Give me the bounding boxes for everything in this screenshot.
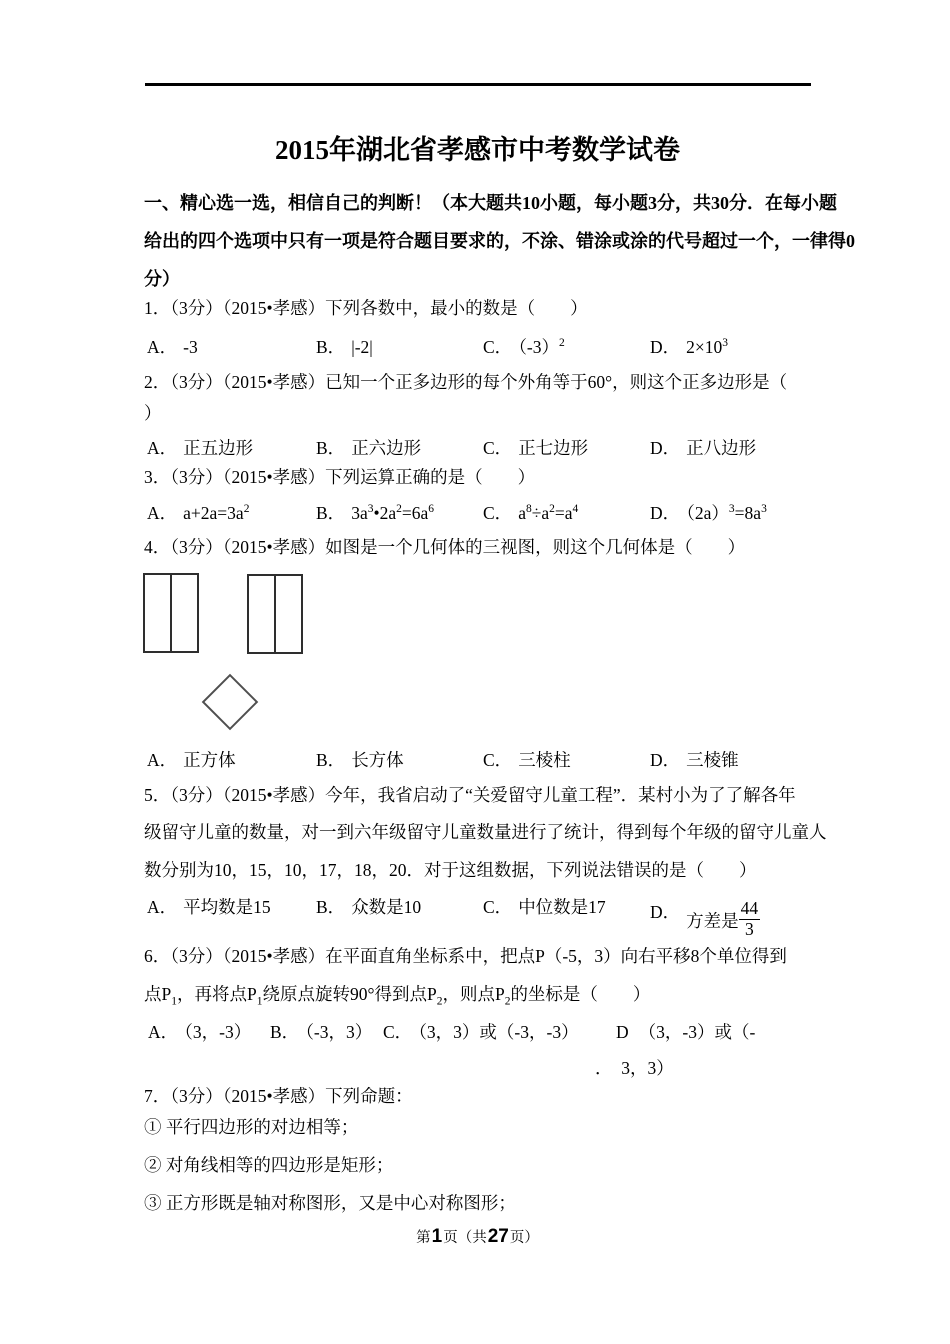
question-3-option-c <box>483 500 578 525</box>
question-3-options <box>145 500 905 530</box>
question-2-option-d <box>650 435 756 460</box>
header-rule <box>145 83 811 86</box>
question-2-option-a <box>147 435 253 460</box>
option-text: $a+2a=3a^2$ <box>183 503 250 523</box>
option-label: C． <box>383 1022 413 1042</box>
question-6-stem-line-1: 6．（3分）（2015•孝感）在平面直角坐标系中，把点P（-5，3）向右平移8个单位得到 <box>144 946 787 966</box>
question-5-stem-line-2: 级留守儿童的数量，对一到六年级留守儿童数量进行了统计，得到每个年级的留守儿童人 <box>144 822 827 842</box>
option-label: D． <box>650 902 681 923</box>
question-4-options <box>145 747 905 777</box>
question-2-stem-wrap: ） <box>144 403 162 423</box>
top-view-diamond <box>202 674 259 731</box>
question-4-option-c <box>483 747 571 772</box>
fraction-denominator: 3 <box>745 918 754 939</box>
option-label: C． <box>483 503 513 523</box>
option-label: B． <box>316 438 346 458</box>
question-3-option-b <box>316 500 434 525</box>
option-label: D． <box>650 750 681 770</box>
question-7-statement-2: ② 对角线相等的四边形是矩形； <box>144 1155 394 1175</box>
option-text: （3，3）或（-3，-3） <box>418 1022 579 1042</box>
section-heading-line-1: 一、精心选一选，相信自己的判断！（本大题共10小题，每小题3分，共30分．在每小题 <box>144 193 837 213</box>
question-6-option-d-wrap-row <box>145 1055 905 1085</box>
section-heading-line-2: 给出的四个选项中只有一项是符合题目要求的，不涂、错涂或涂的代号超过一个，一律得0 <box>144 231 855 251</box>
option-label: D． <box>650 503 681 523</box>
section-heading-line-3: 分） <box>144 269 180 289</box>
question-2-options <box>145 435 905 465</box>
question-1-option-d <box>650 334 728 359</box>
option-text: $2\times 10^3$ <box>686 337 729 357</box>
three-view-figure <box>143 573 343 743</box>
question-6-option-d-wrap: ． 3，3） <box>595 1058 674 1078</box>
question-7-stem: 7．（3分）（2015•孝感）下列命题： <box>144 1086 413 1106</box>
option-label: A． <box>147 438 178 458</box>
question-2-stem: 2．（3分）（2015•孝感）已知一个正多边形的每个外角等于60°，则这个正多边形是（ <box>144 372 788 392</box>
total-pages: 27 <box>487 1226 509 1247</box>
question-5-option-a <box>147 894 271 919</box>
option-label: B． <box>270 1022 300 1042</box>
footer-prefix: 第 <box>416 1230 431 1246</box>
fraction-numerator: 44 <box>740 898 759 918</box>
option-text: 正方体 <box>183 750 236 770</box>
option-label: D． <box>650 337 681 357</box>
option-label: B． <box>316 503 346 523</box>
variance-text: 方差是 <box>686 911 739 932</box>
option-text: |-2| <box>351 337 373 357</box>
question-1-stem: 1．（3分）（2015•孝感）下列各数中，最小的数是（ ） <box>144 298 588 318</box>
question-3-option-d <box>650 500 767 525</box>
question-5-option-d <box>650 894 760 939</box>
question-3-option-a <box>147 500 249 525</box>
question-6-option-a <box>148 1019 251 1044</box>
option-text: $(2a)^3=8a^3$ <box>686 503 767 523</box>
option-label: A． <box>147 750 178 770</box>
option-label: D <box>616 1022 629 1042</box>
footer-middle: 页（共 <box>443 1230 487 1246</box>
question-1-options <box>145 334 905 364</box>
page-footer <box>145 1226 810 1248</box>
fraction <box>739 899 761 939</box>
option-label: C． <box>483 750 513 770</box>
option-text: 正五边形 <box>183 438 254 458</box>
question-4-stem: 4．（3分）（2015•孝感）如图是一个几何体的三视图，则这个几何体是（ ） <box>144 537 746 557</box>
option-label: C． <box>483 438 513 458</box>
option-label: B． <box>316 750 346 770</box>
option-text: 正七边形 <box>518 438 589 458</box>
divider-line <box>170 575 172 651</box>
option-text: $a^8\div a^2=a^4$ <box>518 503 579 523</box>
question-6-options <box>145 1019 905 1049</box>
side-view-rect <box>247 574 303 654</box>
option-text: （-3，3） <box>305 1022 373 1042</box>
question-1-option-a <box>147 334 198 359</box>
divider-line <box>274 576 276 652</box>
option-text: 三棱柱 <box>518 750 571 770</box>
page-number: 1 <box>431 1226 443 1247</box>
question-5-stem-line-3: 数分别为10，15，10，17，18，20．对于这组数据，下列说法错误的是（ ） <box>144 860 757 880</box>
question-6-option-b <box>270 1019 372 1044</box>
question-2-option-b <box>316 435 421 460</box>
option-label: A． <box>147 897 178 917</box>
option-label: C． <box>483 897 513 917</box>
footer-suffix: 页） <box>509 1230 539 1246</box>
question-2-option-c <box>483 435 588 460</box>
front-view-rect <box>143 573 199 653</box>
option-text: 中位数是17 <box>518 897 606 917</box>
option-text: （3，-3） <box>184 1022 252 1042</box>
question-1-option-b <box>316 334 373 359</box>
question-6-option-d <box>616 1019 755 1044</box>
option-text: $3a^3•2a^2=6a^6$ <box>351 503 435 523</box>
option-label: C． <box>483 337 513 357</box>
question-7-statement-3: ③ 正方形既是轴对称图形，又是中心对称图形； <box>144 1193 516 1213</box>
option-text: $(-3)^2$ <box>518 337 565 357</box>
question-5-options <box>145 894 905 939</box>
question-3-stem: 3．（3分）（2015•孝感）下列运算正确的是（ ） <box>144 467 536 487</box>
option-label: A． <box>147 337 178 357</box>
question-6-option-c <box>383 1019 579 1044</box>
question-5-stem-line-1: 5．（3分）（2015•孝感）今年，我省启动了“关爱留守儿童工程”．某村小为了了解各年 <box>144 785 796 805</box>
option-text: -3 <box>183 337 198 357</box>
option-text: 平均数是15 <box>183 897 271 917</box>
exam-title: 2015年湖北省孝感市中考数学试卷 <box>275 135 680 165</box>
option-label: A． <box>148 1022 179 1042</box>
option-text: 三棱锥 <box>686 750 739 770</box>
option-label: D． <box>650 438 681 458</box>
question-7-statement-1: ① 平行四边形的对边相等； <box>144 1117 359 1137</box>
question-6-stem-line-2: 点$P_1$，再将点$P_1$绕原点旋转90°得到点$P_2$，则点$P_2$的坐标是（ ） <box>144 984 651 1008</box>
option-text: 正八边形 <box>686 438 757 458</box>
question-4-option-d <box>650 747 739 772</box>
question-5-option-c <box>483 894 606 919</box>
option-text: 正六边形 <box>351 438 422 458</box>
option-label: B． <box>316 897 346 917</box>
option-text: （3，-3）或（- <box>638 1022 756 1042</box>
question-4-option-a <box>147 747 236 772</box>
question-5-option-b <box>316 894 421 919</box>
question-1-option-c <box>483 334 565 359</box>
option-label: B． <box>316 337 346 357</box>
option-text: 长方体 <box>351 750 404 770</box>
question-4-option-b <box>316 747 404 772</box>
option-text: 众数是10 <box>351 897 422 917</box>
option-text <box>686 898 760 943</box>
option-label: A． <box>147 503 178 523</box>
